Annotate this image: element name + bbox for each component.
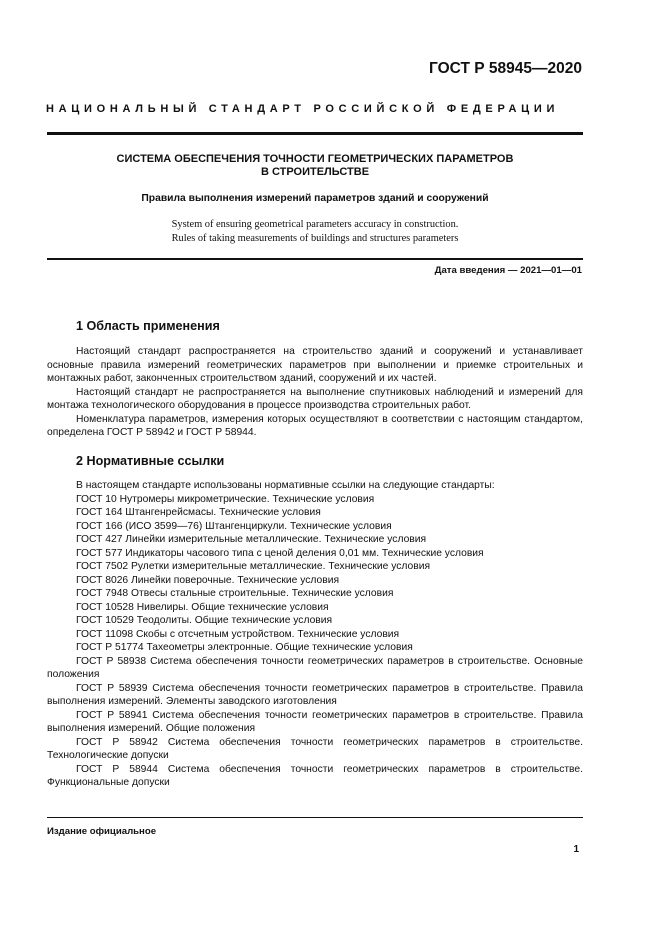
references-intro: В настоящем стандарте использованы нормативные ссылки на следующие стандарты: [76,480,495,491]
english-title-line-2: Rules of taking measurements of buildings and structures parameters [171,233,459,244]
english-title [47,218,583,246]
reference-item: ГОСТ 7502 Рулетки измерительные металлические. Технические условия [76,561,431,572]
reference-item: ГОСТ Р 58942 Система обеспечения точности геометрических параметров в строительстве. Технологические допуски [47,736,583,761]
document-subtitle: Правила выполнения измерений параметров зданий и сооружений [141,193,489,204]
reference-item: ГОСТ 577 Индикаторы часового типа с ценой деления 0,01 мм. Технические условия [76,547,484,559]
reference-item: ГОСТ 10528 Нивелиры. Общие технические условия [76,601,329,613]
section-1-paragraph: Настоящий стандарт распространяется на строительство зданий и сооружений и устанавливает основные правила измерений геометрических параметров при выполнении и приемке строительных и монтажных работ, законченных строительством зданий, сооружений и их частей. [47,346,583,384]
section-1-heading: 1 Область применения [76,319,220,333]
reference-item: ГОСТ 427 Линейки измерительные металлические. Технические условия [76,534,427,545]
reference-item: ГОСТ 164 Штангенрейсмасы. Технические условия [76,507,321,518]
footer-divider [47,817,583,818]
reference-item: ГОСТ 166 (ИСО 3599—76) Штангенциркули. Технические условия [76,520,392,532]
title-line-1: СИСТЕМА ОБЕСПЕЧЕНИЯ ТОЧНОСТИ ГЕОМЕТРИЧЕСКИХ ПАРАМЕТРОВ [116,153,514,165]
references-list [47,493,583,790]
section-1-paragraph: Номенклатура параметров, измерения которых осуществляют в соответствии с настоящим стандартом, определена ГОСТ Р 58942 и ГОСТ Р 58944. [47,413,583,438]
title-divider [47,258,583,260]
reference-item: ГОСТ Р 51774 Тахеометры электронные. Общие технические условия [76,642,413,653]
reference-item: ГОСТ Р 58944 Система обеспечения точности геометрических параметров в строительстве. Функциональные допуски [47,763,583,788]
thick-divider [47,132,583,135]
reference-item: ГОСТ 10529 Теодолиты. Общие технические условия [76,615,333,626]
official-edition-label: Издание официальное [47,826,157,837]
section-1-body [47,345,583,440]
reference-item: ГОСТ 8026 Линейки поверочные. Технические условия [76,574,340,586]
gost-number: ГОСТ Р 58945—2020 [429,60,582,77]
reference-item: ГОСТ Р 58938 Система обеспечения точности геометрических параметров в строительстве. Основные положения [47,655,583,680]
title-line-2: В СТРОИТЕЛЬСТВЕ [260,166,370,178]
reference-item: ГОСТ Р 58941 Система обеспечения точности геометрических параметров в строительстве. Правила выполнения измерений. Общие положения [47,709,583,734]
reference-item: ГОСТ 7948 Отвесы стальные строительные. Технические условия [76,588,394,599]
page-number: 1 [573,844,579,855]
section-2-heading: 2 Нормативные ссылки [76,454,225,468]
section-2-body [47,479,583,790]
national-standard-banner: НАЦИОНАЛЬНЫЙ СТАНДАРТ РОССИЙСКОЙ ФЕДЕРАЦИИ [46,103,560,115]
reference-item: ГОСТ 10 Нутромеры микрометрические. Технические условия [76,493,375,505]
introduction-date: Дата введения — 2021—01—01 [434,265,582,276]
reference-item: ГОСТ 11098 Скобы с отсчетным устройством. Технические условия [76,628,400,640]
document-title [47,153,583,179]
section-1-paragraph: Настоящий стандарт не распространяется на выполнение спутниковых наблюдений и измерений для монтажа технологического оборудования в процессе производства строительных работ. [47,386,583,411]
english-title-line-1: System of ensuring geometrical parameters accuracy in construction. [171,219,459,230]
reference-item: ГОСТ Р 58939 Система обеспечения точности геометрических параметров в строительстве. Правила выполнения измерений. Элементы заводского изготовления [47,682,583,707]
